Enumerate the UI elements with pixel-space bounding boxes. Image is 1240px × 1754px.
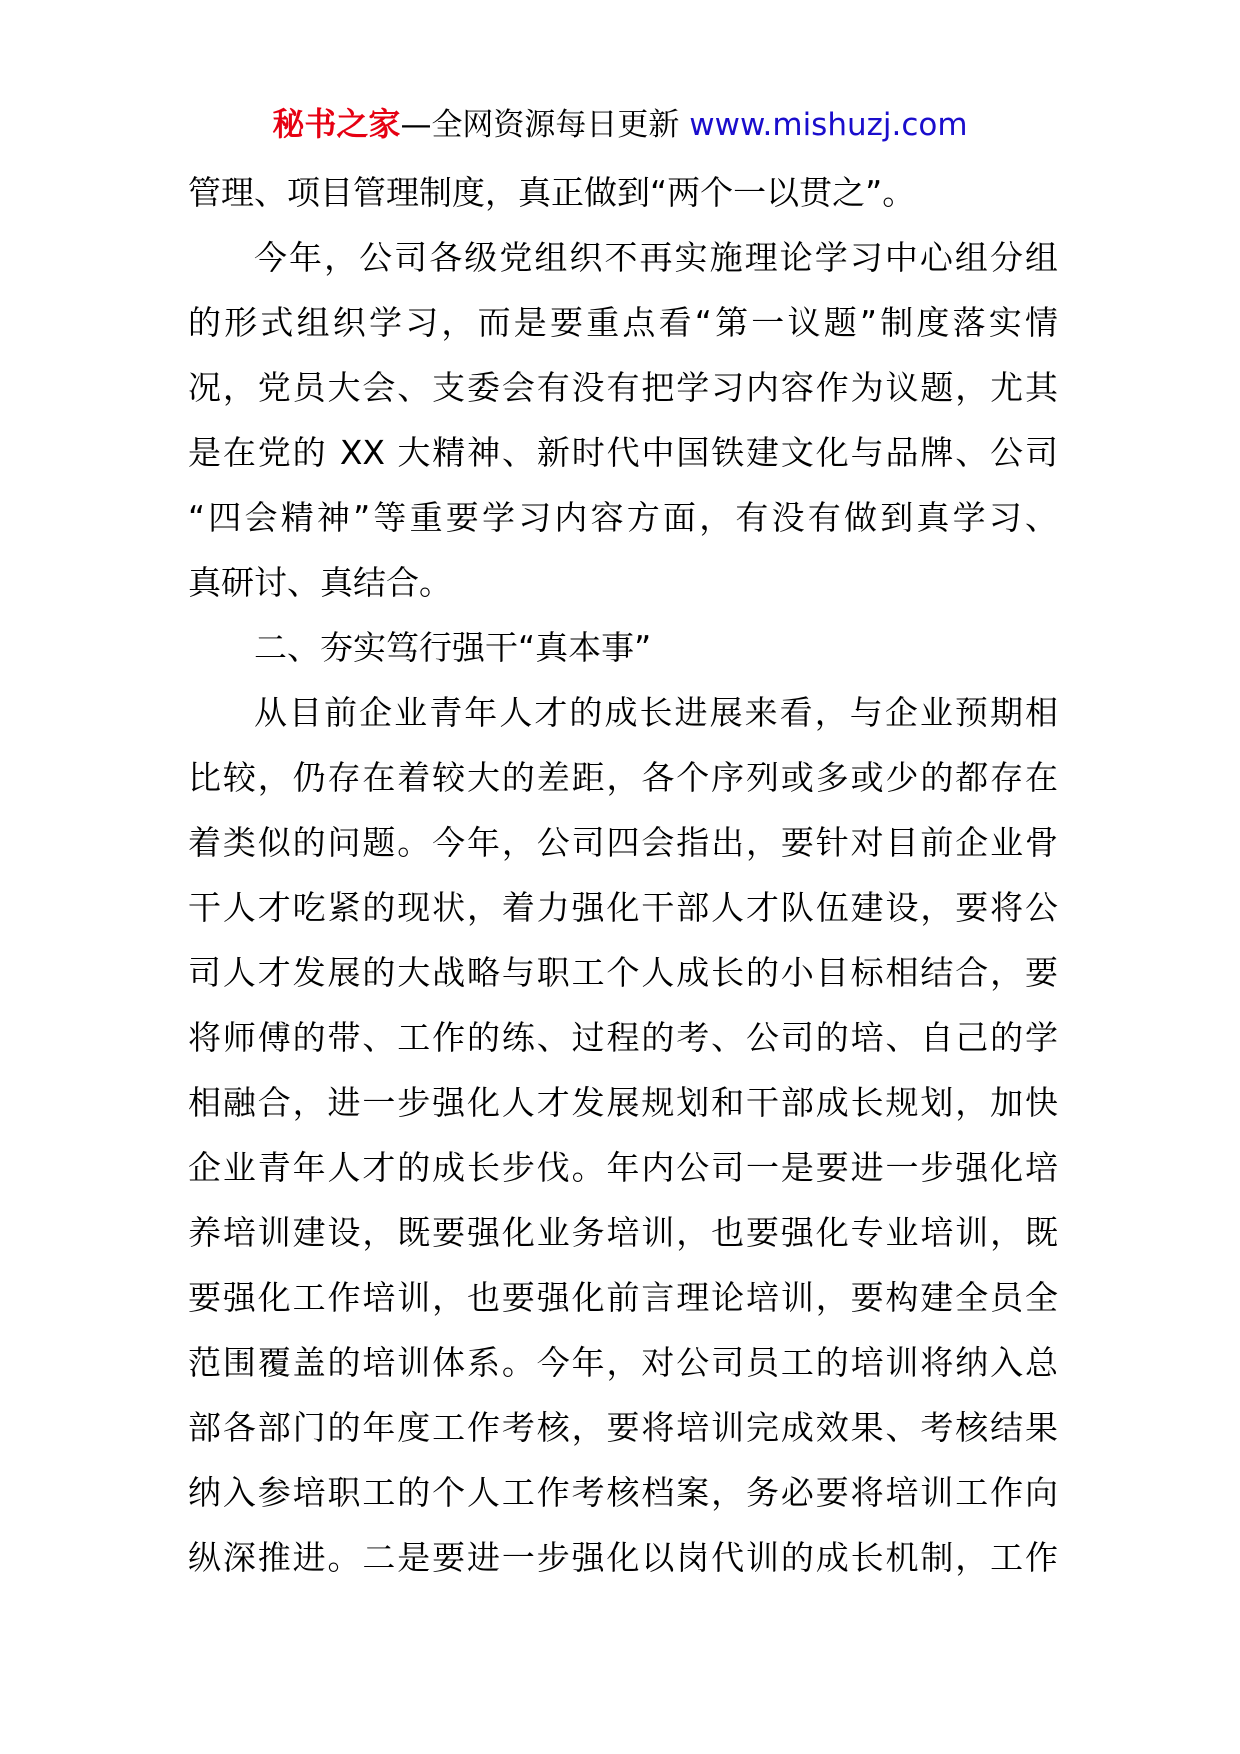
text-line: 是在党的 XX 大精神、新时代中国铁建文化与品牌、公司 — [188, 433, 1058, 472]
text-line: 范围覆盖的培训体系。今年，对公司员工的培训将纳入总 — [188, 1343, 1058, 1382]
text-line: 真研讨、真结合。 — [188, 563, 452, 602]
site-brand-name: 秘书之家 — [272, 105, 401, 143]
site-url-link[interactable]: www.mishuzj.com — [689, 107, 968, 143]
text-line: 况，党员大会、支委会有没有把学习内容作为议题，尤其 — [188, 368, 1058, 407]
site-header-banner — [0, 104, 1240, 145]
text-line: 部各部门的年度工作考核，要将培训完成效果、考核结果 — [188, 1408, 1058, 1447]
text-line: 养培训建设，既要强化业务培训，也要强化专业培训，既 — [188, 1213, 1058, 1252]
text-line: 着类似的问题。今年，公司四会指出，要针对目前企业骨 — [188, 823, 1058, 862]
text-line: 司人才发展的大战略与职工个人成长的小目标相结合，要 — [188, 953, 1058, 992]
text-line: 企业青年人才的成长步伐。年内公司一是要进一步强化培 — [188, 1148, 1058, 1187]
text-line: 将师傅的带、工作的练、过程的考、公司的培、自己的学 — [188, 1018, 1058, 1057]
text-line: “四会精神”等重要学习内容方面，有没有做到真学习、 — [188, 498, 1058, 537]
text-line: 管理、项目管理制度，真正做到“两个一以贯之”。 — [188, 173, 916, 212]
text-line: 纳入参培职工的个人工作考核档案，务必要将培训工作向 — [188, 1473, 1058, 1512]
text-line: 要强化工作培训，也要强化前言理论培训，要构建全员全 — [188, 1278, 1058, 1317]
text-line: 纵深推进。二是要进一步强化以岗代训的成长机制，工作 — [188, 1538, 1058, 1577]
text-line: 比较，仍存在着较大的差距，各个序列或多或少的都存在 — [188, 758, 1058, 797]
paragraph-first-line: 今年，公司各级党组织不再实施理论学习中心组分组 — [254, 238, 1058, 277]
section-heading: 二、夯实笃行强干“真本事” — [254, 628, 652, 667]
text-line: 相融合，进一步强化人才发展规划和干部成长规划，加快 — [188, 1083, 1058, 1122]
text-line: 干人才吃紧的现状，着力强化干部人才队伍建设，要将公 — [188, 888, 1058, 927]
site-tagline: —全网资源每日更新 — [400, 107, 690, 143]
paragraph-first-line: 从目前企业青年人才的成长进展来看，与企业预期相 — [254, 693, 1058, 732]
document-body — [188, 160, 1058, 1590]
text-line: 的形式组织学习，而是要重点看“第一议题”制度落实情 — [188, 303, 1058, 342]
